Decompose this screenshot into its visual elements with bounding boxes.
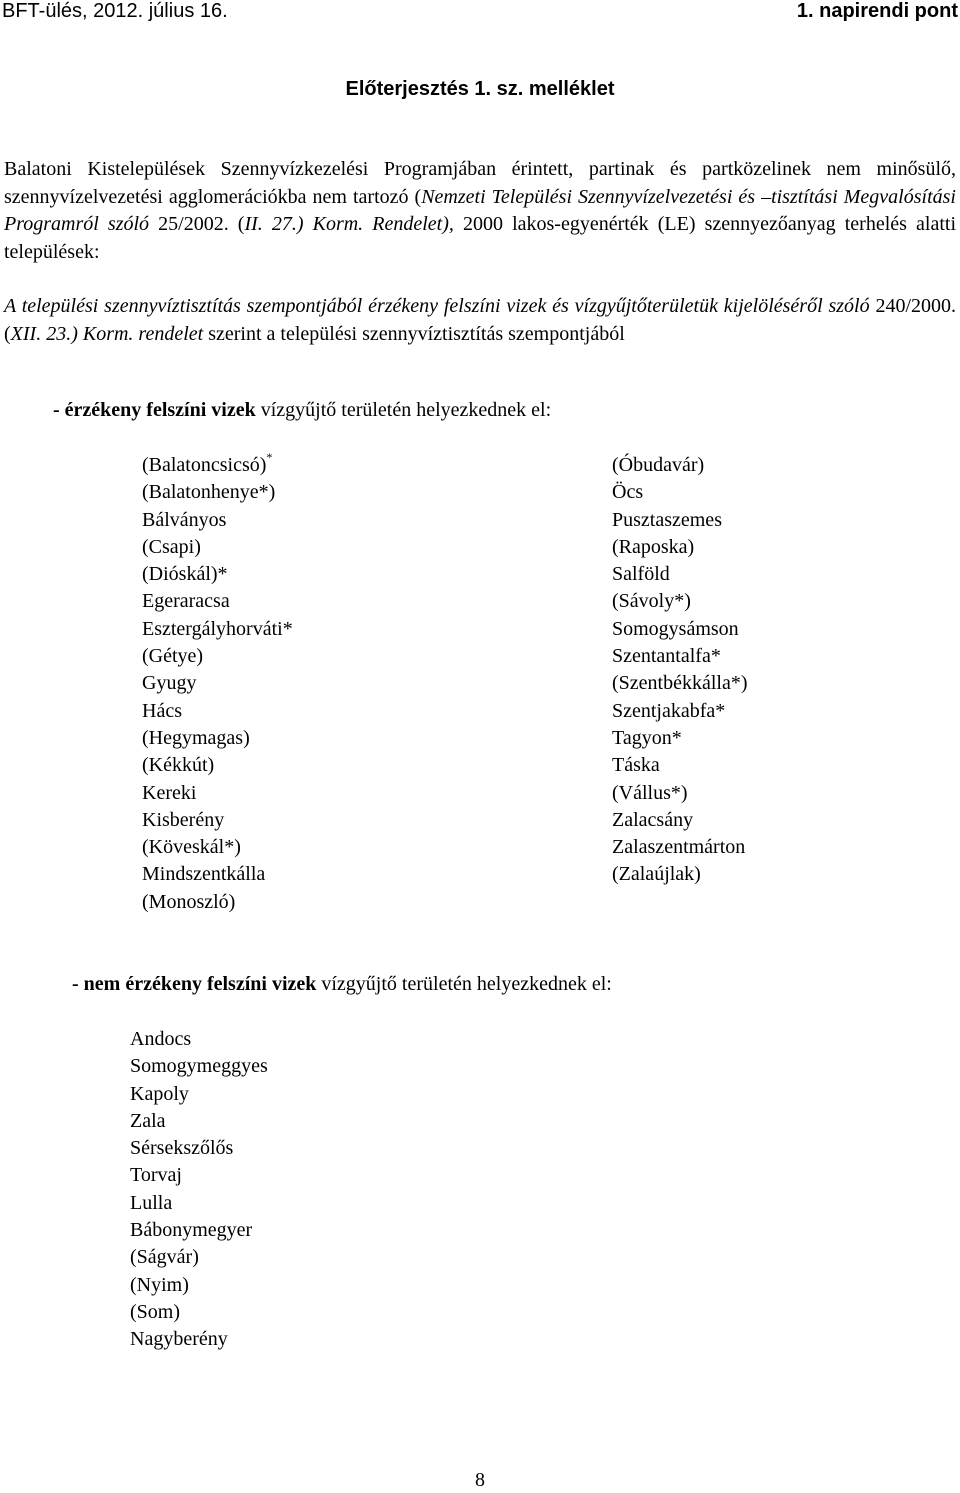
settlement-list-item: (Monoszló)	[142, 890, 236, 913]
settlement-list-item: Bálványos	[142, 508, 227, 531]
nonsensitive-heading-rest: vízgyűjtő területén helyezkednek el:	[316, 973, 612, 995]
settlement-list-item: (Sávoly*)	[612, 590, 691, 613]
sensitive-list-right	[612, 452, 748, 889]
page-header	[0, 0, 960, 26]
page-number: 8	[475, 1469, 485, 1491]
settlement-list-item: Somogymeggyes	[130, 1055, 268, 1078]
settlement-list-item: (Szentbékkálla*)	[612, 672, 748, 695]
settlement-list-item: Gyugy	[142, 672, 197, 695]
settlement-list-item: (Raposka)	[612, 535, 695, 558]
settlement-list-item: (Som)	[130, 1300, 180, 1323]
header-date: BFT-ülés, 2012. július 16.	[2, 0, 228, 22]
settlement-list-item: (Dióskál)*	[142, 563, 228, 586]
settlement-list-item: Kapoly	[130, 1082, 189, 1105]
sensitive-heading-bold: - érzékeny felszíni vizek	[53, 399, 256, 421]
intro-text-2: 25/2002. (	[149, 213, 245, 235]
regulation-text-1: 240/2000. (	[4, 295, 957, 345]
intro-italic-1: Nemzeti Települési Szennyvízelvezetési és –tisztítási Megvalósítási Programról szóló	[4, 185, 956, 235]
settlement-list-item: (Balatoncsicsó)*	[142, 450, 273, 476]
settlement-list-item: Zalaszentmárton	[612, 836, 746, 859]
settlement-list-item: (Ságvár)	[130, 1246, 199, 1269]
settlement-list-item: Salföld	[612, 563, 670, 586]
intro-paragraph	[4, 156, 956, 266]
settlement-list-item: Sérsekszőlős	[130, 1137, 234, 1160]
settlement-list-item: (Kékkút)	[142, 754, 215, 777]
settlement-list-item: Torvaj	[130, 1164, 182, 1187]
settlement-list-item: Esztergályhorváti*	[142, 617, 293, 640]
settlement-list-item: Lulla	[130, 1191, 173, 1214]
settlement-list-item: (Gétye)	[142, 645, 204, 668]
settlement-list-item: Egeraracsa	[142, 590, 230, 613]
document-title: Előterjesztés 1. sz. melléklet	[345, 78, 615, 100]
settlement-list-item: (Csapi)	[142, 535, 201, 558]
settlement-list-item: (Köveskál*)	[142, 836, 241, 859]
settlement-list-item: Szentjakabfa*	[612, 699, 726, 722]
settlement-list-item: (Vállus*)	[612, 781, 688, 804]
footnote-mark: *	[266, 450, 273, 465]
sensitive-heading-rest: vízgyűjtő területén helyezkednek el:	[255, 399, 552, 421]
settlement-list-item: (Zalaújlak)	[612, 863, 701, 886]
settlement-list-item: Hács	[142, 699, 182, 722]
nonsensitive-section-heading	[72, 971, 612, 998]
nonsensitive-list	[130, 1026, 268, 1354]
intro-text-1: Balatoni Kistelepülések Szennyvízkezelési Programjában érintett, partinak és partközelinek nem minősülő, szennyvízelvezetési agglomerációkba nem tartozó (	[4, 158, 956, 208]
settlement-list-item: Szentantalfa*	[612, 645, 721, 668]
settlement-list-item: Mindszentkálla	[142, 863, 266, 886]
settlement-list-item: Andocs	[130, 1028, 192, 1050]
header-agenda-item: 1. napirendi pont	[796, 0, 958, 22]
settlement-list-item: Nagyberény	[130, 1328, 228, 1351]
settlement-list-item: Zala	[130, 1109, 166, 1132]
regulation-paragraph	[4, 293, 956, 348]
regulation-text-2: szerint a települési szennyvíztisztítás szempontjából	[203, 322, 625, 345]
sensitive-list-left	[142, 452, 293, 916]
settlement-list-item: (Óbudavár)	[612, 454, 705, 476]
intro-italic-2: II. 27.) Korm. Rendelet),	[244, 213, 454, 235]
regulation-italic-2: XII. 23.) Korm. rendelet	[10, 322, 204, 345]
settlement-list-item: Kisberény	[142, 808, 225, 831]
settlement-list-item: Bábonymegyer	[130, 1219, 253, 1242]
settlement-list-item: Pusztaszemes	[612, 508, 722, 531]
regulation-italic-1: A települési szennyvíztisztítás szempontjából érzékeny felszíni vizek és vízgyűjtőterületük kijelöléséről szóló	[4, 295, 870, 317]
settlement-list-item: Táska	[612, 754, 660, 777]
settlement-list-item: Öcs	[612, 481, 644, 504]
sensitive-section-heading	[53, 397, 551, 424]
settlement-list-item: (Hegymagas)	[142, 726, 250, 749]
settlement-list-item: (Nyim)	[130, 1273, 189, 1296]
settlement-list-item: Tagyon*	[612, 726, 682, 749]
settlement-list-item: Zalacsány	[612, 808, 694, 831]
intro-text-3: 2000 lakos-egyenérték (LE) szennyezőanyag terhelés alatti települések:	[4, 213, 956, 263]
settlement-list-item: (Balatonhenye*)	[142, 481, 276, 504]
nonsensitive-heading-bold: - nem érzékeny felszíni vizek	[72, 973, 317, 995]
settlement-list-item: Kereki	[142, 781, 197, 804]
settlement-list-item: Somogysámson	[612, 617, 739, 640]
